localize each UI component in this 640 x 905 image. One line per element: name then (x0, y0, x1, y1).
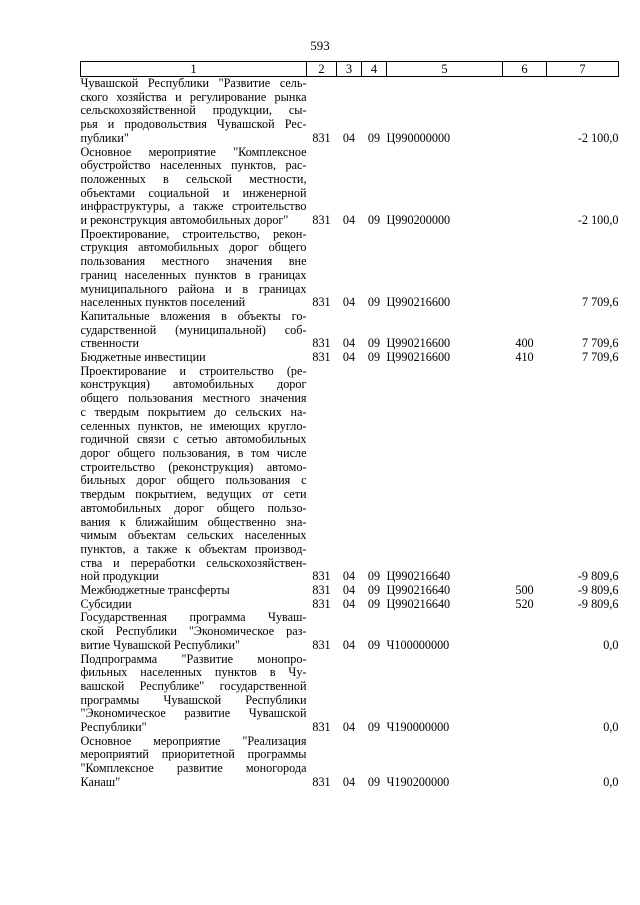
row-target-article: Ц990216640 (386, 596, 451, 611)
row-subsection-code: 09 (367, 720, 381, 735)
row-subsection-code: 09 (367, 637, 381, 652)
row-name-line: ской Республики "Экономическое раз- (80, 624, 307, 639)
table-row (81, 584, 619, 598)
row-subsection-code: 09 (367, 774, 381, 789)
table-row (81, 598, 619, 612)
table-row (81, 611, 619, 652)
row-section-code: 04 (342, 637, 356, 652)
row-name-line: с твердым покрытием до сельских на- (80, 404, 307, 419)
row-name-line: сударственной (муниципальной) соб- (80, 322, 307, 337)
row-name-line: селенных пунктов, не имеющих кругло- (80, 418, 307, 433)
row-subsection-code: 09 (367, 596, 381, 611)
row-amount: -9 809,6 (577, 569, 619, 584)
row-target-article: Ц990216640 (386, 583, 451, 598)
row-name (81, 735, 307, 790)
row-name (81, 310, 307, 351)
row-name-line: "Экономическое развитие Чувашской (80, 706, 307, 721)
row-name-line: конструкция) автомобильных дорог (80, 377, 307, 392)
row-amount: 0,0 (603, 774, 619, 789)
row-name-line: пунктов, а также к объектам производ- (80, 541, 307, 556)
header-col-2: 2 (307, 62, 337, 77)
row-name-line: Республики" (80, 720, 147, 735)
row-amount: -2 100,0 (577, 213, 619, 228)
row-expense-type (503, 735, 547, 790)
row-target-article: Ц990216600 (386, 295, 451, 310)
row-target-article: Ч100000000 (386, 637, 450, 652)
row-name-line: инфраструктуры, а также строительство (80, 199, 307, 214)
row-expense-type: 520 (515, 596, 534, 611)
row-name-line: фильных населенных пунктов в Чу- (80, 665, 307, 680)
row-amount: -9 809,6 (577, 583, 619, 598)
row-amount: 7 709,6 (581, 295, 619, 310)
row-section-code: 04 (342, 774, 356, 789)
row-expense-type (503, 77, 547, 146)
row-subsection-code: 09 (367, 336, 381, 351)
table-row (81, 653, 619, 735)
row-subsection-code: 09 (367, 583, 381, 598)
row-amount: 7 709,6 (581, 336, 619, 351)
row-grbs-code: 831 (312, 720, 331, 735)
header-col-5: 5 (387, 62, 503, 77)
row-expense-type (503, 146, 547, 228)
row-name-line: населенных пунктов поселений (80, 295, 246, 310)
header-col-4: 4 (362, 62, 387, 77)
table-row (81, 310, 619, 351)
row-name-line: и реконструкция автомобильных дорог" (80, 213, 289, 228)
row-name-line: "Комплексное развитие моногорода (80, 761, 307, 776)
header-col-1: 1 (81, 62, 307, 77)
row-name-line: Бюджетные инвестиции (80, 350, 206, 365)
row-name-line: программы Чувашской Республики (80, 692, 307, 707)
row-name-line: границ населенных пунктов в границах (80, 267, 307, 282)
row-section-code: 04 (342, 596, 356, 611)
row-subsection-code: 09 (367, 295, 381, 310)
row-grbs-code: 831 (312, 569, 331, 584)
row-section-code: 04 (342, 350, 356, 365)
row-name (81, 584, 307, 598)
header-col-6: 6 (503, 62, 547, 77)
row-grbs-code: 831 (312, 130, 331, 145)
row-grbs-code: 831 (312, 350, 331, 365)
row-amount: -9 809,6 (577, 596, 619, 611)
row-expense-type (503, 653, 547, 735)
table-row (81, 735, 619, 790)
row-name (81, 653, 307, 735)
row-grbs-code: 831 (312, 583, 331, 598)
row-name (81, 365, 307, 584)
row-name-line: витие Чувашской Республики" (80, 637, 240, 652)
row-section-code: 04 (342, 720, 356, 735)
row-name-line: обустройство населенных пунктов, рас- (80, 158, 307, 173)
row-grbs-code: 831 (312, 637, 331, 652)
row-target-article: Ц990216600 (386, 350, 451, 365)
row-expense-type (503, 611, 547, 652)
row-grbs-code: 831 (312, 336, 331, 351)
row-name-line: Чувашской Республики "Развитие сель- (80, 76, 307, 90)
row-expense-type: 500 (515, 583, 534, 598)
row-grbs-code: 831 (312, 596, 331, 611)
table-body (81, 77, 619, 790)
header-col-3: 3 (337, 62, 362, 77)
row-name-line: Проектирование и строительство (ре- (80, 363, 307, 378)
row-name-line: положенных в сельской местности, (80, 171, 307, 186)
row-name-line: вашской Республике" государственной (80, 678, 307, 693)
row-expense-type (503, 365, 547, 584)
row-name-line: ства и переработки сельскохозяйствен- (80, 555, 307, 570)
row-name (81, 598, 307, 612)
row-grbs-code: 831 (312, 213, 331, 228)
page-number: 593 (310, 38, 330, 53)
row-amount: -2 100,0 (577, 130, 619, 145)
row-grbs-code: 831 (312, 295, 331, 310)
row-name-line: Основное мероприятие "Комплексное (80, 144, 307, 159)
row-name-line: строительство (реконструкция) автомо- (80, 459, 307, 474)
row-name-line: вания к ближайшим общественно зна- (80, 514, 307, 529)
header-row (81, 62, 619, 77)
row-name-line: Капитальные вложения в объекты го- (80, 308, 307, 323)
row-name-line: объектами социальной и инженерной (80, 185, 307, 200)
row-section-code: 04 (342, 295, 356, 310)
row-section-code: 04 (342, 336, 356, 351)
table-row (81, 77, 619, 146)
row-name (81, 611, 307, 652)
row-target-article: Ц990000000 (386, 130, 451, 145)
row-name-line: чимым объектам сельских населенных (80, 528, 307, 543)
row-name-line: ственности (80, 336, 140, 351)
row-name-line: Государственная программа Чуваш- (80, 610, 307, 625)
row-name-line: муниципального района и в границах (80, 281, 307, 296)
row-target-article: Ц990200000 (386, 213, 451, 228)
row-name (81, 228, 307, 310)
row-name-line: мероприятий приоритетной программы (80, 747, 307, 762)
row-name-line: Проектирование, строительство, рекон- (80, 226, 307, 241)
row-amount: 7 709,6 (581, 350, 619, 365)
row-section-code: 04 (342, 130, 356, 145)
row-section-code: 04 (342, 569, 356, 584)
header-col-7: 7 (547, 62, 619, 77)
row-name-line: общего пользования местного значения (80, 391, 307, 406)
row-grbs-code: 831 (312, 774, 331, 789)
row-name-line: годичной связи с сетью автомобильных (80, 432, 307, 447)
row-name-line: публики" (80, 130, 129, 145)
row-name-line: бильных дорог общего пользования с (80, 473, 307, 488)
row-name (81, 146, 307, 228)
row-amount: 0,0 (603, 637, 619, 652)
row-expense-type (503, 228, 547, 310)
row-name-line: Основное мероприятие "Реализация (80, 733, 307, 748)
row-section-code: 04 (342, 213, 356, 228)
row-name-line: Канаш" (80, 774, 121, 789)
row-amount: 0,0 (603, 720, 619, 735)
table-row (81, 351, 619, 365)
row-name-line: твердым покрытием, ведущих от сети (80, 487, 307, 502)
row-target-article: Ц990216600 (386, 336, 451, 351)
row-target-article: Ч190200000 (386, 774, 450, 789)
table-row (81, 146, 619, 228)
row-name-line: пользования местного значения вне (80, 254, 307, 269)
row-section-code: 04 (342, 583, 356, 598)
row-target-article: Ц990216640 (386, 569, 451, 584)
row-subsection-code: 09 (367, 569, 381, 584)
table-row (81, 365, 619, 584)
row-name-line: струкция автомобильных дорог общего (80, 240, 307, 255)
row-name-line: ского хозяйства и регулирование рынка (80, 89, 307, 104)
table-row (81, 228, 619, 310)
row-subsection-code: 09 (367, 213, 381, 228)
row-name-line: ной продукции (80, 569, 159, 584)
row-name-line: рья и продовольствия Чувашской Рес- (80, 117, 307, 132)
row-name-line: дорог общего пользования, в том числе (80, 445, 307, 460)
row-expense-type: 400 (515, 336, 534, 351)
row-name-line: автомобильных дорог общего пользо- (80, 500, 307, 515)
row-subsection-code: 09 (367, 350, 381, 365)
row-target-article: Ч190000000 (386, 720, 450, 735)
row-name (81, 77, 307, 146)
row-name (81, 351, 307, 365)
row-name-line: Межбюджетные трансферты (80, 583, 230, 598)
row-name-line: Субсидии (80, 596, 132, 611)
budget-table (80, 61, 619, 790)
row-subsection-code: 09 (367, 130, 381, 145)
row-name-line: сельскохозяйственной продукции, сы- (80, 103, 307, 118)
row-expense-type: 410 (515, 350, 534, 365)
row-name-line: Подпрограмма "Развитие монопро- (80, 651, 307, 666)
